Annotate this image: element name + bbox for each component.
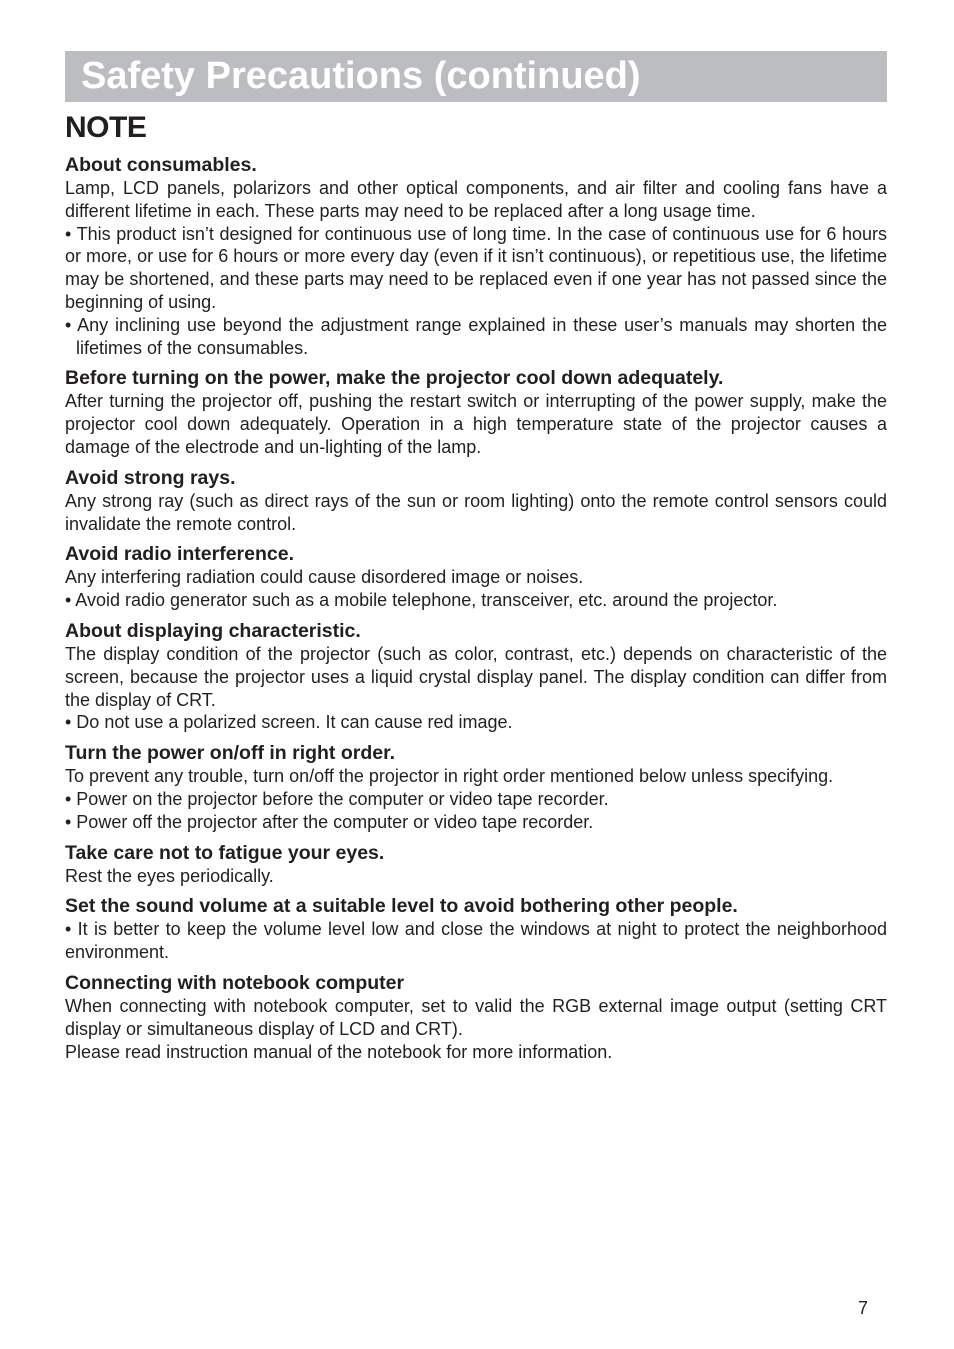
bullet-item: • Any inclining use beyond the adjustment range explained in these user’s manuals may shorten the lifetimes of the consumables. [65,314,887,358]
note-section [65,894,887,964]
note-section [65,741,887,833]
bullet-item: • Power off the projector after the computer or video tape recorder. [65,811,594,832]
bullet-item: • Avoid radio generator such as a mobile telephone, transceiver, etc. around the projector. [65,590,778,611]
paragraph: Lamp, LCD panels, polarizors and other optical components, and air filter and cooling fans have a different lifetime in each. These parts may need to be replaced after a long usage time. [65,178,887,221]
paragraph: To prevent any trouble, turn on/off the projector in right order mentioned below unless specifying. [65,766,834,787]
section-heading: Avoid radio interference. [65,543,295,566]
note-section [65,542,887,612]
paragraph: Please read instruction manual of the notebook for more information. [65,1041,613,1062]
paragraph: Any strong ray (such as direct rays of the sun or room lighting) onto the remote control sensors could invalidate the remote control. [65,490,887,534]
note-section [65,366,887,458]
bullet-item: • It is better to keep the volume level low and close the windows at night to protect the neighborhood environment. [65,919,887,963]
note-section [65,619,887,734]
section-heading: Take care not to fatigue your eyes. [65,841,385,864]
note-section [65,153,887,359]
paragraph: When connecting with notebook computer, set to valid the RGB external image output (setting CRT display or simultaneous display of LCD and CRT). [65,995,887,1039]
section-heading: Set the sound volume at a suitable level to avoid bothering other people. [65,895,738,918]
note-section [65,971,887,1063]
bullet-item: • Power on the projector before the computer or video tape recorder. [65,788,609,809]
section-heading: About displaying characteristic. [65,619,361,642]
note-content [65,153,887,1070]
title-bar [65,51,887,102]
note-section [65,841,887,888]
note-section [65,466,887,536]
section-heading: Before turning on the power, make the projector cool down adequately. [65,367,724,390]
page-title: Safety Precautions (continued) [81,55,641,97]
bullet-item: • This product isn’t designed for continuous use of long time. In the case of continuous use for 6 hours or more, or use for 6 hours or more every day (even if it isn’t continuous), or repetitious use, the lifetime may be shortened, and these parts may need to be replaced even if one year has not passed since the beginning of using. [65,223,887,312]
section-heading: Turn the power on/off in right order. [65,742,396,765]
section-heading: Avoid strong rays. [65,466,236,489]
paragraph: Rest the eyes periodically. [65,865,274,886]
section-heading: About consumables. [65,154,257,176]
paragraph: The display condition of the projector (such as color, contrast, etc.) depends on characteristic of the screen, because the projector uses a liquid crystal display panel. The display condition can differ from the display of CRT. [65,643,887,710]
section-heading: Connecting with notebook computer [65,971,405,994]
bullet-item: • Do not use a polarized screen. It can cause red image. [65,712,513,733]
page-number: 7 [857,1298,868,1318]
paragraph: After turning the projector off, pushing the restart switch or interrupting of the power supply, make the projector cool down adequately. Operation in a high temperature state of the projector causes a damage of the electrode and un-lighting of the lamp. [65,391,887,457]
paragraph: Any interfering radiation could cause disordered image or noises. [65,567,584,588]
note-heading: NOTE [65,111,147,144]
